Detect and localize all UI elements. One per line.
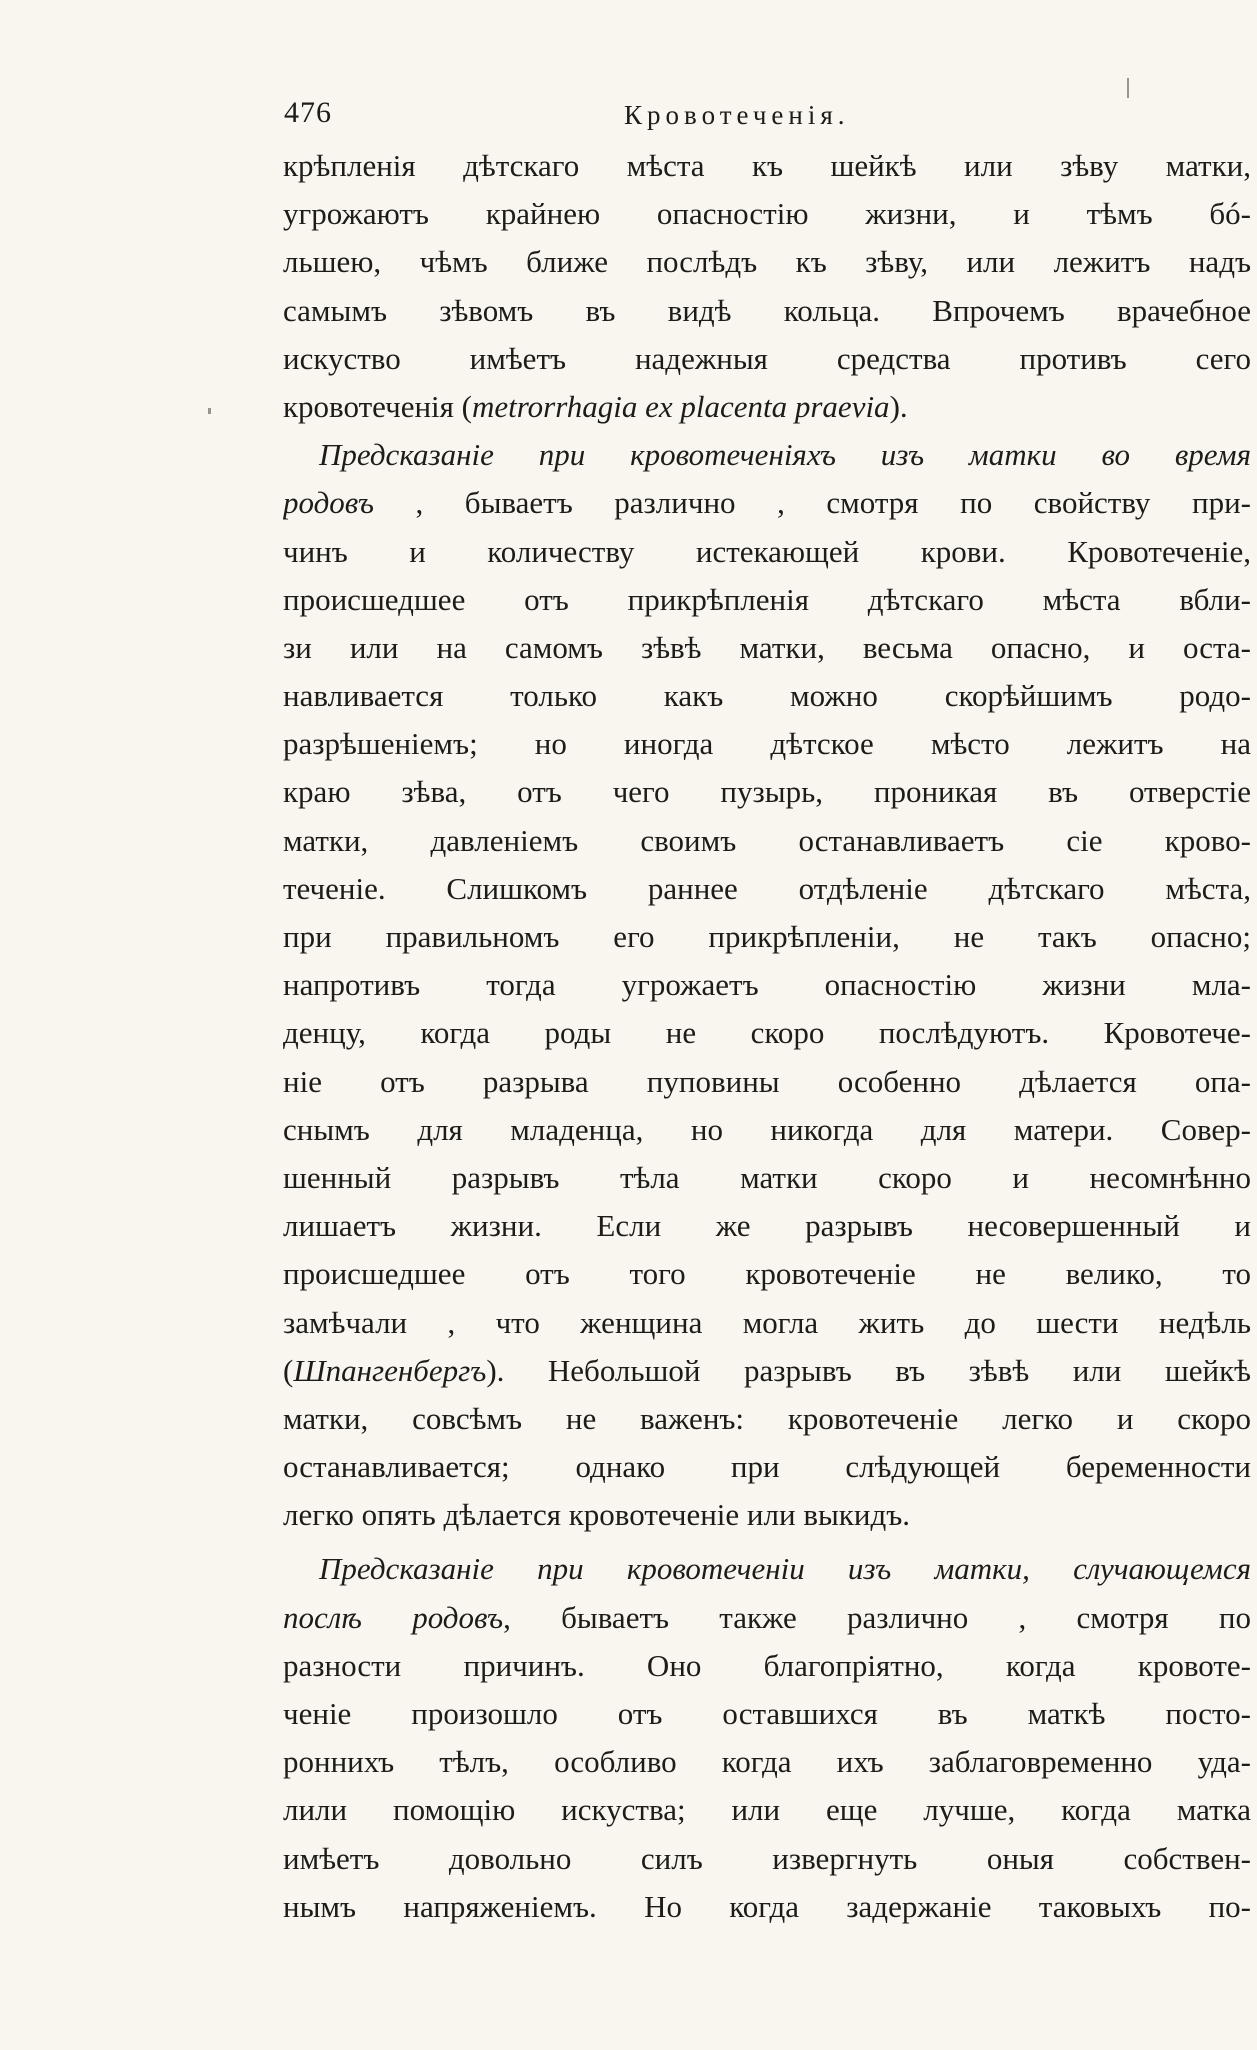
text-line bbox=[283, 1106, 1251, 1154]
text-run: , бываетъ различно , смотря по свойству при- bbox=[373, 485, 1251, 521]
text-line bbox=[283, 1786, 1251, 1834]
text-line bbox=[283, 1250, 1251, 1298]
text-line bbox=[283, 624, 1251, 672]
running-head bbox=[284, 96, 1250, 136]
left-edge-mark bbox=[208, 408, 211, 414]
text-run: денцу, когда роды не скоро послѣдуютъ. Кровотече- bbox=[283, 1015, 1251, 1051]
text-line bbox=[283, 720, 1251, 768]
text-line bbox=[283, 1347, 1251, 1395]
text-run: ( bbox=[283, 1352, 294, 1388]
text-line bbox=[283, 190, 1251, 238]
text-line bbox=[283, 1594, 1251, 1642]
text-run: имѣетъ довольно силъ извергнуть оныя собствен- bbox=[283, 1840, 1251, 1876]
text-line bbox=[283, 1545, 1251, 1593]
page-number: 476 bbox=[284, 96, 332, 129]
text-run: угрожаютъ крайнею опасностію жизни, и тѣмъ бó- bbox=[283, 196, 1251, 232]
text-run: матки, совсѣмъ не важенъ: кровотеченіе легко и скоро bbox=[283, 1400, 1251, 1436]
text-line bbox=[283, 1491, 1251, 1539]
text-run: ніе отъ разрыва пуповины особенно дѣлается опа- bbox=[283, 1063, 1251, 1099]
text-run: разности причинъ. Оно благопріятно, когда кровоте- bbox=[283, 1647, 1251, 1683]
right-edge-mark bbox=[1127, 78, 1129, 98]
text-line bbox=[283, 528, 1251, 576]
text-line bbox=[283, 1443, 1251, 1491]
text-line bbox=[283, 142, 1251, 190]
text-line bbox=[283, 1690, 1251, 1738]
text-line bbox=[283, 1202, 1251, 1250]
italic-run: metrorrhagia ex placenta praevia bbox=[472, 388, 890, 424]
text-run: замѣчали , что женщина могла жить до шести недѣль bbox=[283, 1304, 1251, 1340]
italic-run: Шпангенбергъ bbox=[293, 1352, 487, 1388]
text-run: лишаетъ жизни. Если же разрывъ несовершенный и bbox=[283, 1208, 1251, 1244]
text-run: нымъ напряженіемъ. Но когда задержаніе таковыхъ по- bbox=[283, 1888, 1251, 1924]
text-run: при правильномъ его прикрѣпленіи, не такъ опасно; bbox=[283, 919, 1251, 954]
text-run: кровотеченія ( bbox=[283, 388, 472, 424]
text-line bbox=[283, 1738, 1251, 1786]
body-text bbox=[283, 142, 1251, 1931]
text-run: матки, давленіемъ своимъ останавливаетъ сіе крово- bbox=[283, 822, 1251, 858]
text-run: навливается только какъ можно скорѣйшимъ родо- bbox=[283, 678, 1251, 714]
text-line bbox=[283, 1154, 1251, 1202]
text-line bbox=[283, 1883, 1251, 1931]
text-line bbox=[283, 1395, 1251, 1443]
text-line bbox=[283, 383, 1251, 431]
text-run: ). bbox=[889, 388, 908, 424]
text-line bbox=[283, 1835, 1251, 1883]
text-run: легко опять дѣлается кровотеченіе или выкидъ. bbox=[283, 1497, 910, 1533]
text-line bbox=[283, 1299, 1251, 1347]
text-run: разрѣшеніемъ; но иногда дѣтское мѣсто лежитъ на bbox=[283, 726, 1251, 762]
text-line bbox=[283, 431, 1251, 479]
text-line bbox=[283, 1009, 1251, 1057]
text-run: роннихъ тѣлъ, особливо когда ихъ заблаговременно уда- bbox=[283, 1744, 1251, 1780]
italic-run: Предсказаніе при кровотеченіи изъ матки, случающемся bbox=[319, 1551, 1251, 1587]
text-run: ). Небольшой разрывъ въ зѣвѣ или шейкѣ bbox=[486, 1352, 1251, 1388]
text-line bbox=[283, 865, 1251, 913]
italic-run: Предсказаніе при кровотеченіяхъ изъ матки во время bbox=[319, 437, 1251, 473]
text-run: крѣпленія дѣтскаго мѣста къ шейкѣ или зѣву матки, bbox=[283, 148, 1251, 183]
text-run: искуство имѣетъ надежныя средства противъ сего bbox=[283, 340, 1251, 376]
text-run: теченіе. Слишкомъ раннее отдѣленіе дѣтскаго мѣста, bbox=[283, 870, 1251, 906]
header-title: Кровотеченія. bbox=[624, 100, 850, 130]
text-line bbox=[283, 913, 1251, 961]
text-run: шенный разрывъ тѣла матки скоро и несомнѣнно bbox=[283, 1159, 1251, 1195]
text-run: лили помощію искуства; или еще лучше, когда матка bbox=[283, 1792, 1251, 1828]
text-run: напротивъ тогда угрожаетъ опасностію жизни мла- bbox=[283, 967, 1251, 1003]
text-run: снымъ для младенца, но никогда для матери. Совер- bbox=[283, 1111, 1251, 1147]
text-line bbox=[283, 479, 1251, 527]
text-line bbox=[283, 287, 1251, 335]
text-line bbox=[283, 238, 1251, 286]
text-line bbox=[283, 335, 1251, 383]
text-line bbox=[283, 672, 1251, 720]
text-run: зи или на самомъ зѣвѣ матки, весьма опасно, и оста- bbox=[283, 629, 1251, 665]
text-run: происшедшее отъ того кровотеченіе не велико, то bbox=[283, 1256, 1251, 1292]
text-run: , бываетъ также различно , смотря по bbox=[503, 1599, 1251, 1635]
text-run: останавливается; однако при слѣдующей беременности bbox=[283, 1449, 1251, 1485]
italic-run: родовъ bbox=[283, 485, 374, 521]
text-line bbox=[283, 817, 1251, 865]
text-run: происшедшее отъ прикрѣпленія дѣтскаго мѣста вбли- bbox=[283, 581, 1251, 617]
text-run: ченіе произошло отъ оставшихся въ маткѣ посто- bbox=[283, 1696, 1251, 1731]
text-run: чинъ и количеству истекающей крови. Кровотеченіе, bbox=[283, 533, 1251, 569]
text-line bbox=[283, 1642, 1251, 1690]
text-line bbox=[283, 768, 1251, 816]
italic-run: послѣ родовъ bbox=[283, 1599, 504, 1635]
text-line bbox=[283, 1058, 1251, 1106]
text-run: льшею, чѣмъ ближе послѣдъ къ зѣву, или лежитъ надъ bbox=[283, 244, 1251, 280]
text-run: самымъ зѣвомъ въ видѣ кольца. Впрочемъ врачебное bbox=[283, 292, 1251, 328]
text-run: краю зѣва, отъ чего пузырь, проникая въ отверстіе bbox=[283, 774, 1251, 810]
text-line bbox=[283, 961, 1251, 1009]
text-line bbox=[283, 576, 1251, 624]
